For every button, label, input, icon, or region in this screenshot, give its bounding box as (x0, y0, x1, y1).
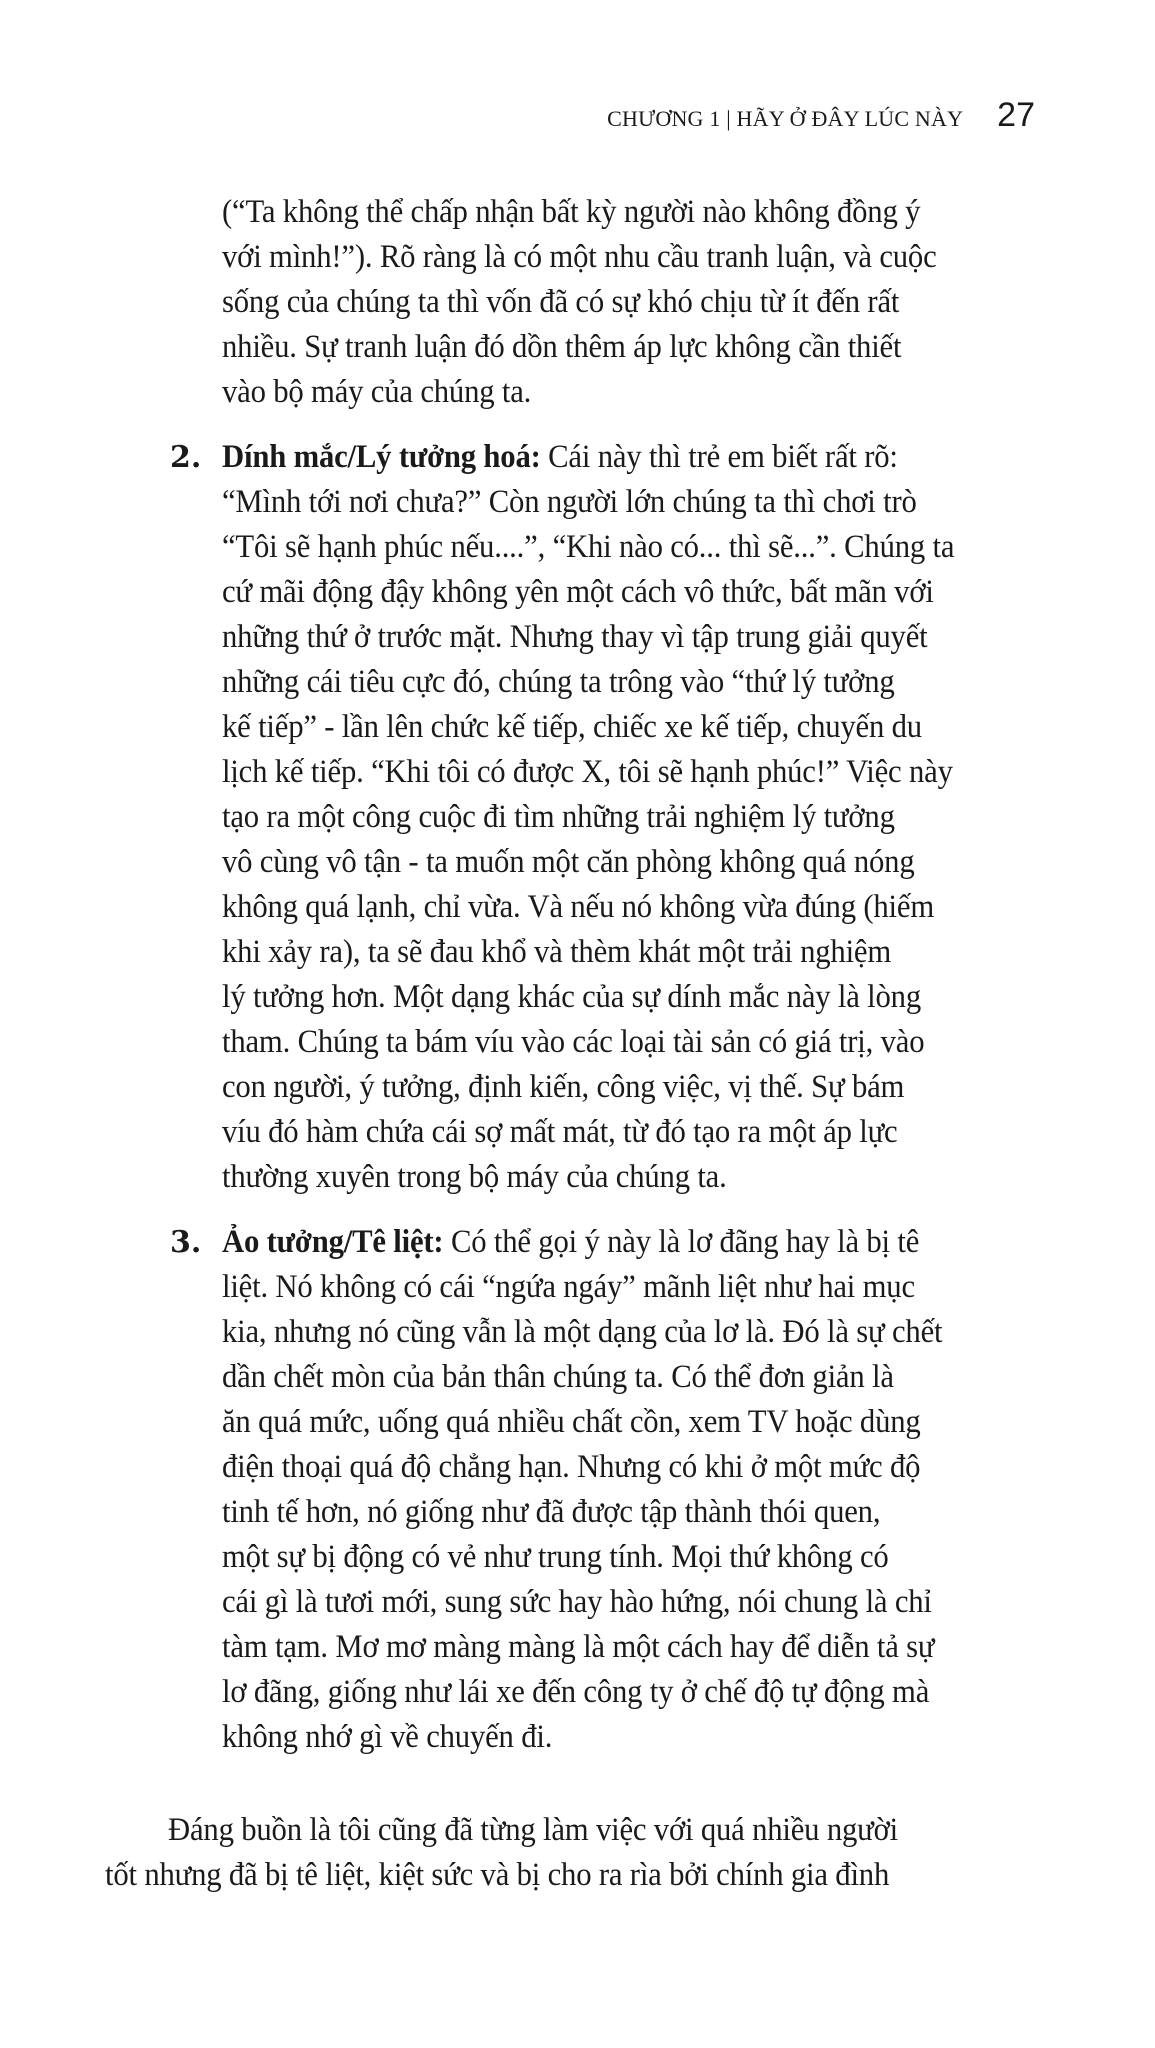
list-item-text: Cái này thì trẻ em biết rất rõ: (540, 439, 898, 475)
text-line: Đáng buồn là tôi cũng đã từng làm việc với quá nhiều người (168, 1812, 898, 1848)
text-line: kia, nhưng nó cũng vẫn là một dạng của lơ là. Đó là sự chết (222, 1314, 943, 1350)
text-line: điện thoại quá độ chẳng hạn. Nhưng có khi ở một mức độ (222, 1449, 921, 1485)
text-line: lý tưởng hơn. Một dạng khác của sự dính mắc này là lòng (222, 979, 922, 1015)
text-line: kế tiếp” - lần lên chức kế tiếp, chiếc xe kế tiếp, chuyến du (222, 709, 922, 745)
text-line: víu đó hàm chứa cái sợ mất mát, từ đó tạo ra một áp lực (222, 1114, 898, 1150)
text-line: cứ mãi động đậy không yên một cách vô thức, bất mãn với (222, 574, 934, 610)
list-number: 2. (170, 440, 202, 475)
list-item-first-line (222, 437, 898, 477)
text-line: sống của chúng ta thì vốn đã có sự khó chịu từ ít đến rất (222, 284, 900, 320)
text-line: ăn quá mức, uống quá nhiều chất cồn, xem TV hoặc dùng (222, 1404, 921, 1440)
text-line: liệt. Nó không có cái “ngứa ngáy” mãnh liệt như hai mục (222, 1269, 915, 1305)
text-line: vào bộ máy của chúng ta. (222, 374, 532, 410)
text-line: “Tôi sẽ hạnh phúc nếu....”, “Khi nào có... thì sẽ...”. Chúng ta (222, 529, 955, 565)
text-line: lơ đãng, giống như lái xe đến công ty ở chế độ tự động mà (222, 1674, 930, 1710)
text-line: cái gì là tươi mới, sung sức hay hào hứng, nói chung là chỉ (222, 1584, 932, 1620)
text-line: “Mình tới nơi chưa?” Còn người lớn chúng ta thì chơi trò (222, 484, 917, 520)
text-line: lịch kế tiếp. “Khi tôi có được X, tôi sẽ hạnh phúc!” Việc này (222, 754, 953, 790)
text-line: (“Ta không thể chấp nhận bất kỳ người nào không đồng ý (222, 194, 921, 230)
text-line: với mình!”). Rõ ràng là có một nhu cầu tranh luận, và cuộc (222, 239, 937, 275)
text-line: tạo ra một công cuộc đi tìm những trải nghiệm lý tưởng (222, 799, 895, 835)
text-line: tốt nhưng đã bị tê liệt, kiệt sức và bị cho ra rìa bởi chính gia đình (105, 1857, 890, 1893)
list-item-heading: Dính mắc/Lý tưởng hoá: (222, 439, 541, 475)
list-number: 3. (170, 1225, 202, 1260)
text-line: con người, ý tưởng, định kiến, công việc, vị thế. Sự bám (222, 1069, 905, 1105)
text-line: tinh tế hơn, nó giống như đã được tập thành thói quen, (222, 1494, 881, 1530)
list-item-first-line (222, 1222, 919, 1262)
running-title: CHƯƠNG 1 | HÃY Ở ĐÂY LÚC NÀY (607, 106, 964, 131)
page-number: 27 (997, 96, 1035, 134)
text-line: không quá lạnh, chỉ vừa. Và nếu nó không vừa đúng (hiếm (222, 889, 935, 925)
text-line: một sự bị động có vẻ như trung tính. Mọi thứ không có (222, 1539, 889, 1575)
text-line: những thứ ở trước mặt. Nhưng thay vì tập trung giải quyết (222, 619, 928, 655)
text-line: tàm tạm. Mơ mơ màng màng là một cách hay để diễn tả sự (222, 1629, 935, 1665)
text-line: vô cùng vô tận - ta muốn một căn phòng không quá nóng (222, 844, 915, 880)
text-line: dần chết mòn của bản thân chúng ta. Có thể đơn giản là (222, 1359, 894, 1395)
text-line: nhiều. Sự tranh luận đó dồn thêm áp lực không cần thiết (222, 329, 902, 365)
list-item-heading: Ảo tưởng/Tê liệt: (222, 1224, 444, 1260)
text-line: tham. Chúng ta bám víu vào các loại tài sản có giá trị, vào (222, 1024, 925, 1060)
text-line: thường xuyên trong bộ máy của chúng ta. (222, 1159, 727, 1195)
list-item-text: Có thể gọi ý này là lơ đãng hay là bị tê (443, 1224, 920, 1260)
text-line: không nhớ gì về chuyến đi. (222, 1719, 553, 1755)
running-header (607, 96, 1035, 135)
text-line: những cái tiêu cực đó, chúng ta trông vào “thứ lý tưởng (222, 664, 895, 700)
text-line: khi xảy ra), ta sẽ đau khổ và thèm khát một trải nghiệm (222, 934, 892, 970)
